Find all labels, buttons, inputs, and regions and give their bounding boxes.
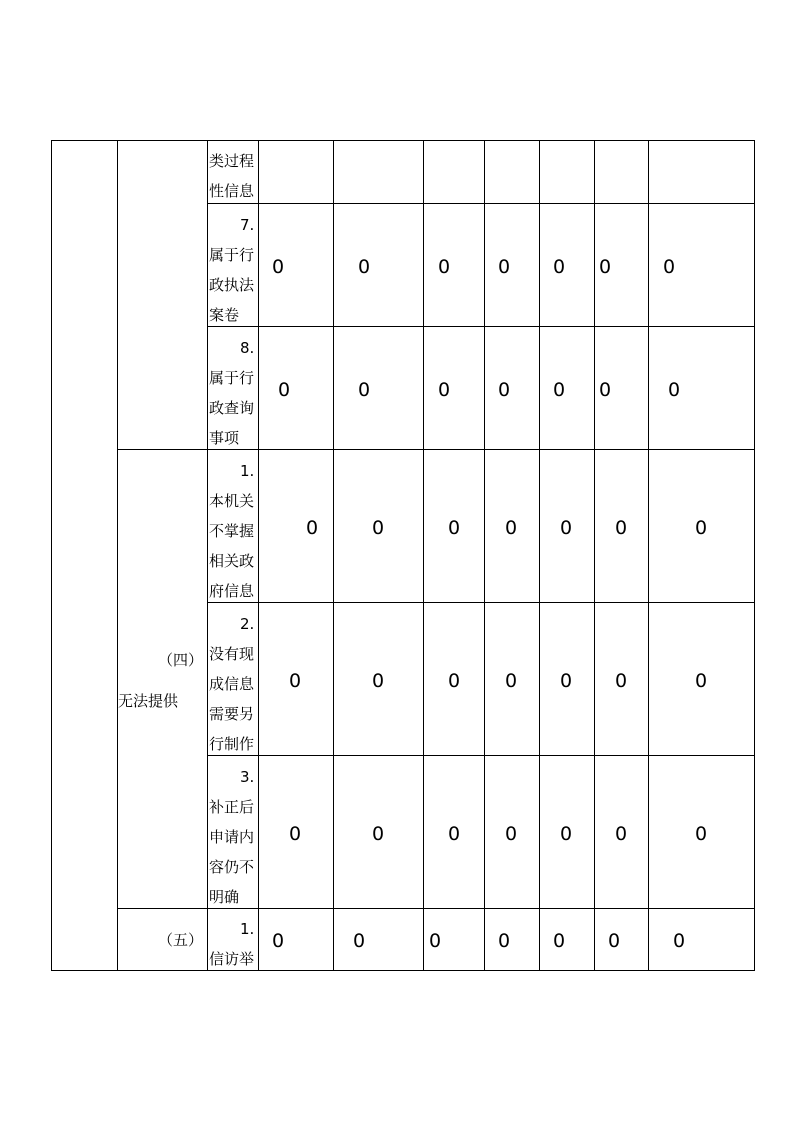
value-cell: 0 xyxy=(663,256,676,278)
subcategory-label-line: 行制作 xyxy=(209,735,255,753)
value-cell: 0 xyxy=(560,670,573,692)
row-divider xyxy=(207,326,755,327)
value-cell: 0 xyxy=(599,256,612,278)
value-cell: 0 xyxy=(448,517,461,539)
value-cell: 0 xyxy=(505,670,518,692)
subcategory-label-line: 补正后 xyxy=(209,798,255,816)
value-cell: 0 xyxy=(695,517,708,539)
table-border-bottom xyxy=(51,970,755,971)
subcategory-label-line: 属于行 xyxy=(209,369,255,387)
subcategory-label-line: 信访举 xyxy=(209,950,255,968)
group-label-5-number: （五） xyxy=(158,931,204,949)
column-divider xyxy=(51,140,52,971)
group-label-4-number: （四） xyxy=(158,651,204,669)
column-divider xyxy=(423,140,424,971)
table-border-top xyxy=(51,140,755,141)
row-divider xyxy=(207,602,755,603)
value-cell: 0 xyxy=(438,379,451,401)
subcategory-label-line: 容仍不 xyxy=(209,858,255,876)
subcategory-label-line: 本机关 xyxy=(209,492,255,510)
column-divider xyxy=(333,140,334,971)
value-cell: 0 xyxy=(358,256,371,278)
value-cell: 0 xyxy=(608,930,621,952)
value-cell: 0 xyxy=(498,930,511,952)
subcategory-label-line: 性信息 xyxy=(209,182,255,200)
column-divider xyxy=(207,140,208,971)
value-cell: 0 xyxy=(306,517,319,539)
subcategory-label-line: 成信息 xyxy=(209,675,255,693)
value-cell: 0 xyxy=(673,930,686,952)
subcategory-label-line: 相关政 xyxy=(209,552,255,570)
value-cell: 0 xyxy=(553,379,566,401)
column-divider xyxy=(648,140,649,971)
value-cell: 0 xyxy=(599,379,612,401)
subcategory-label-line: 府信息 xyxy=(209,582,255,600)
value-cell: 0 xyxy=(695,670,708,692)
subcategory-label-line: 申请内 xyxy=(209,828,255,846)
column-divider xyxy=(484,140,485,971)
subcategory-label-line: 属于行 xyxy=(209,246,255,264)
subcategory-label-line: 需要另 xyxy=(209,705,255,723)
column-divider xyxy=(539,140,540,971)
value-cell: 0 xyxy=(560,517,573,539)
subcategory-label-line: 7. xyxy=(240,216,255,234)
subcategory-label-line: 类过程 xyxy=(209,152,255,170)
subcategory-label-line: 事项 xyxy=(209,429,240,447)
subcategory-label-line: 政执法 xyxy=(209,276,255,294)
value-cell: 0 xyxy=(272,256,285,278)
value-cell: 0 xyxy=(353,930,366,952)
subcategory-label-line: 2. xyxy=(240,615,255,633)
value-cell: 0 xyxy=(448,670,461,692)
value-cell: 0 xyxy=(278,379,291,401)
group-label-4-text: 无法提供 xyxy=(118,692,179,710)
value-cell: 0 xyxy=(358,379,371,401)
subcategory-label-line: 案卷 xyxy=(209,306,240,324)
value-cell: 0 xyxy=(560,823,573,845)
value-cell: 0 xyxy=(498,379,511,401)
subcategory-label-line: 1. xyxy=(240,920,255,938)
value-cell: 0 xyxy=(438,256,451,278)
value-cell: 0 xyxy=(668,379,681,401)
table-border-right xyxy=(754,140,755,971)
value-cell: 0 xyxy=(505,823,518,845)
row-divider xyxy=(207,203,755,204)
value-cell: 0 xyxy=(553,930,566,952)
subcategory-label-line: 不掌握 xyxy=(209,522,255,540)
column-divider xyxy=(594,140,595,971)
value-cell: 0 xyxy=(372,823,385,845)
value-cell: 0 xyxy=(289,670,302,692)
value-cell: 0 xyxy=(272,930,285,952)
subcategory-label-line: 1. xyxy=(240,462,255,480)
column-divider xyxy=(258,140,259,971)
value-cell: 0 xyxy=(615,670,628,692)
value-cell: 0 xyxy=(289,823,302,845)
value-cell: 0 xyxy=(615,823,628,845)
subcategory-label-line: 明确 xyxy=(209,888,240,906)
row-divider xyxy=(207,755,755,756)
value-cell: 0 xyxy=(615,517,628,539)
value-cell: 0 xyxy=(372,517,385,539)
value-cell: 0 xyxy=(372,670,385,692)
value-cell: 0 xyxy=(505,517,518,539)
column-divider xyxy=(117,140,118,971)
subcategory-label-line: 3. xyxy=(240,768,255,786)
value-cell: 0 xyxy=(498,256,511,278)
value-cell: 0 xyxy=(429,930,442,952)
value-cell: 0 xyxy=(553,256,566,278)
subcategory-label-line: 政查询 xyxy=(209,399,255,417)
value-cell: 0 xyxy=(695,823,708,845)
subcategory-label-line: 8. xyxy=(240,339,255,357)
subcategory-label-line: 没有现 xyxy=(209,645,255,663)
value-cell: 0 xyxy=(448,823,461,845)
